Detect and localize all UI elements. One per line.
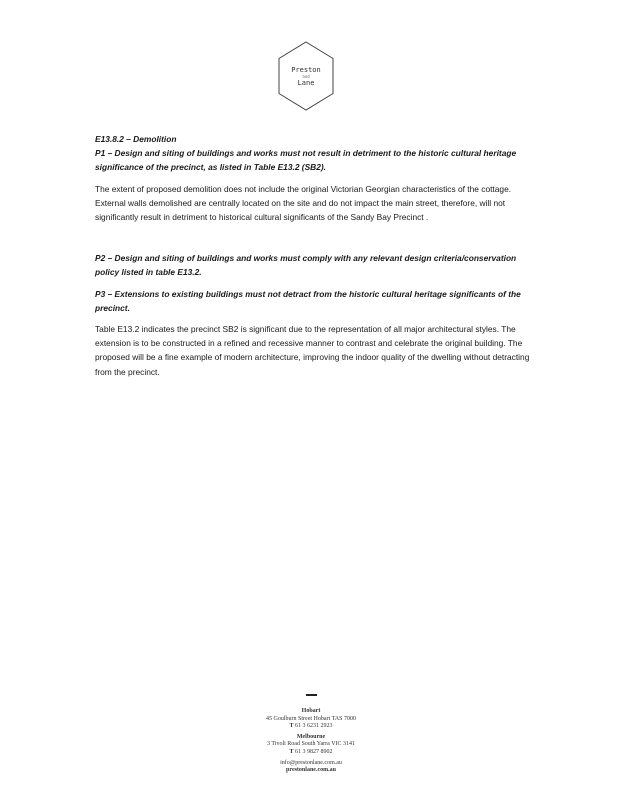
p3-heading: P3 – Extensions to existing buildings must not detract from the historic cultural heritage significants of the precinct. xyxy=(95,288,521,313)
logo-line-1: Preston xyxy=(291,65,321,74)
section-title: E13.8.2 – Demolition xyxy=(95,134,177,144)
footer xyxy=(211,708,411,775)
footer-hobart-label: Hobart xyxy=(301,708,321,714)
footer-melbourne-address: 3 Tivoli Road South Yarra VIC 3141 xyxy=(266,741,356,748)
footer-divider xyxy=(306,694,317,696)
p2-heading: P2 – Design and siting of buildings and works must comply with any relevant design criteria/conservation policy listed in table E13.2. xyxy=(95,253,517,278)
footer-hobart-phone-prefix: T xyxy=(289,723,294,730)
p3-body: Table E13.2 indicates the precinct SB2 is significant due to the representation of all major architectural styles. The extension is to be constructed in a refined and recessive manner to contrast and celebrate the original building. The proposed will be a fine example of modern architecture, improving the indoor quality of the dwelling without detracting from the precinct. xyxy=(95,324,530,377)
logo-line-2: Lane xyxy=(297,78,315,87)
logo-ampersand: and xyxy=(302,73,310,79)
p1-body: The extent of proposed demolition does not include the original Victorian Georgian characteristics of the cottage. External walls demolished are centrally located on the site and do not impact the main street, therefore, will not significantly result in detriment to historical cultural significants of the Sandy Bay Precinct . xyxy=(95,183,512,223)
preston-lane-logo xyxy=(277,41,335,111)
p1-heading: P1 – Design and siting of buildings and works must not result in detriment to the historic cultural heritage significance of the precinct, as listed in Table E13.2 (SB2). xyxy=(95,148,517,173)
footer-email-link[interactable]: info@prestonlane.com.au xyxy=(280,759,342,766)
footer-melbourne-phone-prefix: T xyxy=(289,748,294,755)
footer-melbourne-phone: 61 3 9827 8902 xyxy=(295,748,333,755)
footer-melbourne-phone-line xyxy=(211,749,411,757)
logo-wordmark xyxy=(277,41,335,111)
document-body xyxy=(95,132,535,379)
footer-website-link[interactable]: prestonlane.com.au xyxy=(286,767,336,774)
footer-hobart-phone-line xyxy=(211,723,411,731)
footer-hobart-phone: 61 3 6231 2923 xyxy=(295,723,333,730)
footer-hobart-address: 45 Goulburn Street Hobart TAS 7000 xyxy=(266,715,356,722)
footer-melbourne-label: Melbourne xyxy=(296,733,326,740)
